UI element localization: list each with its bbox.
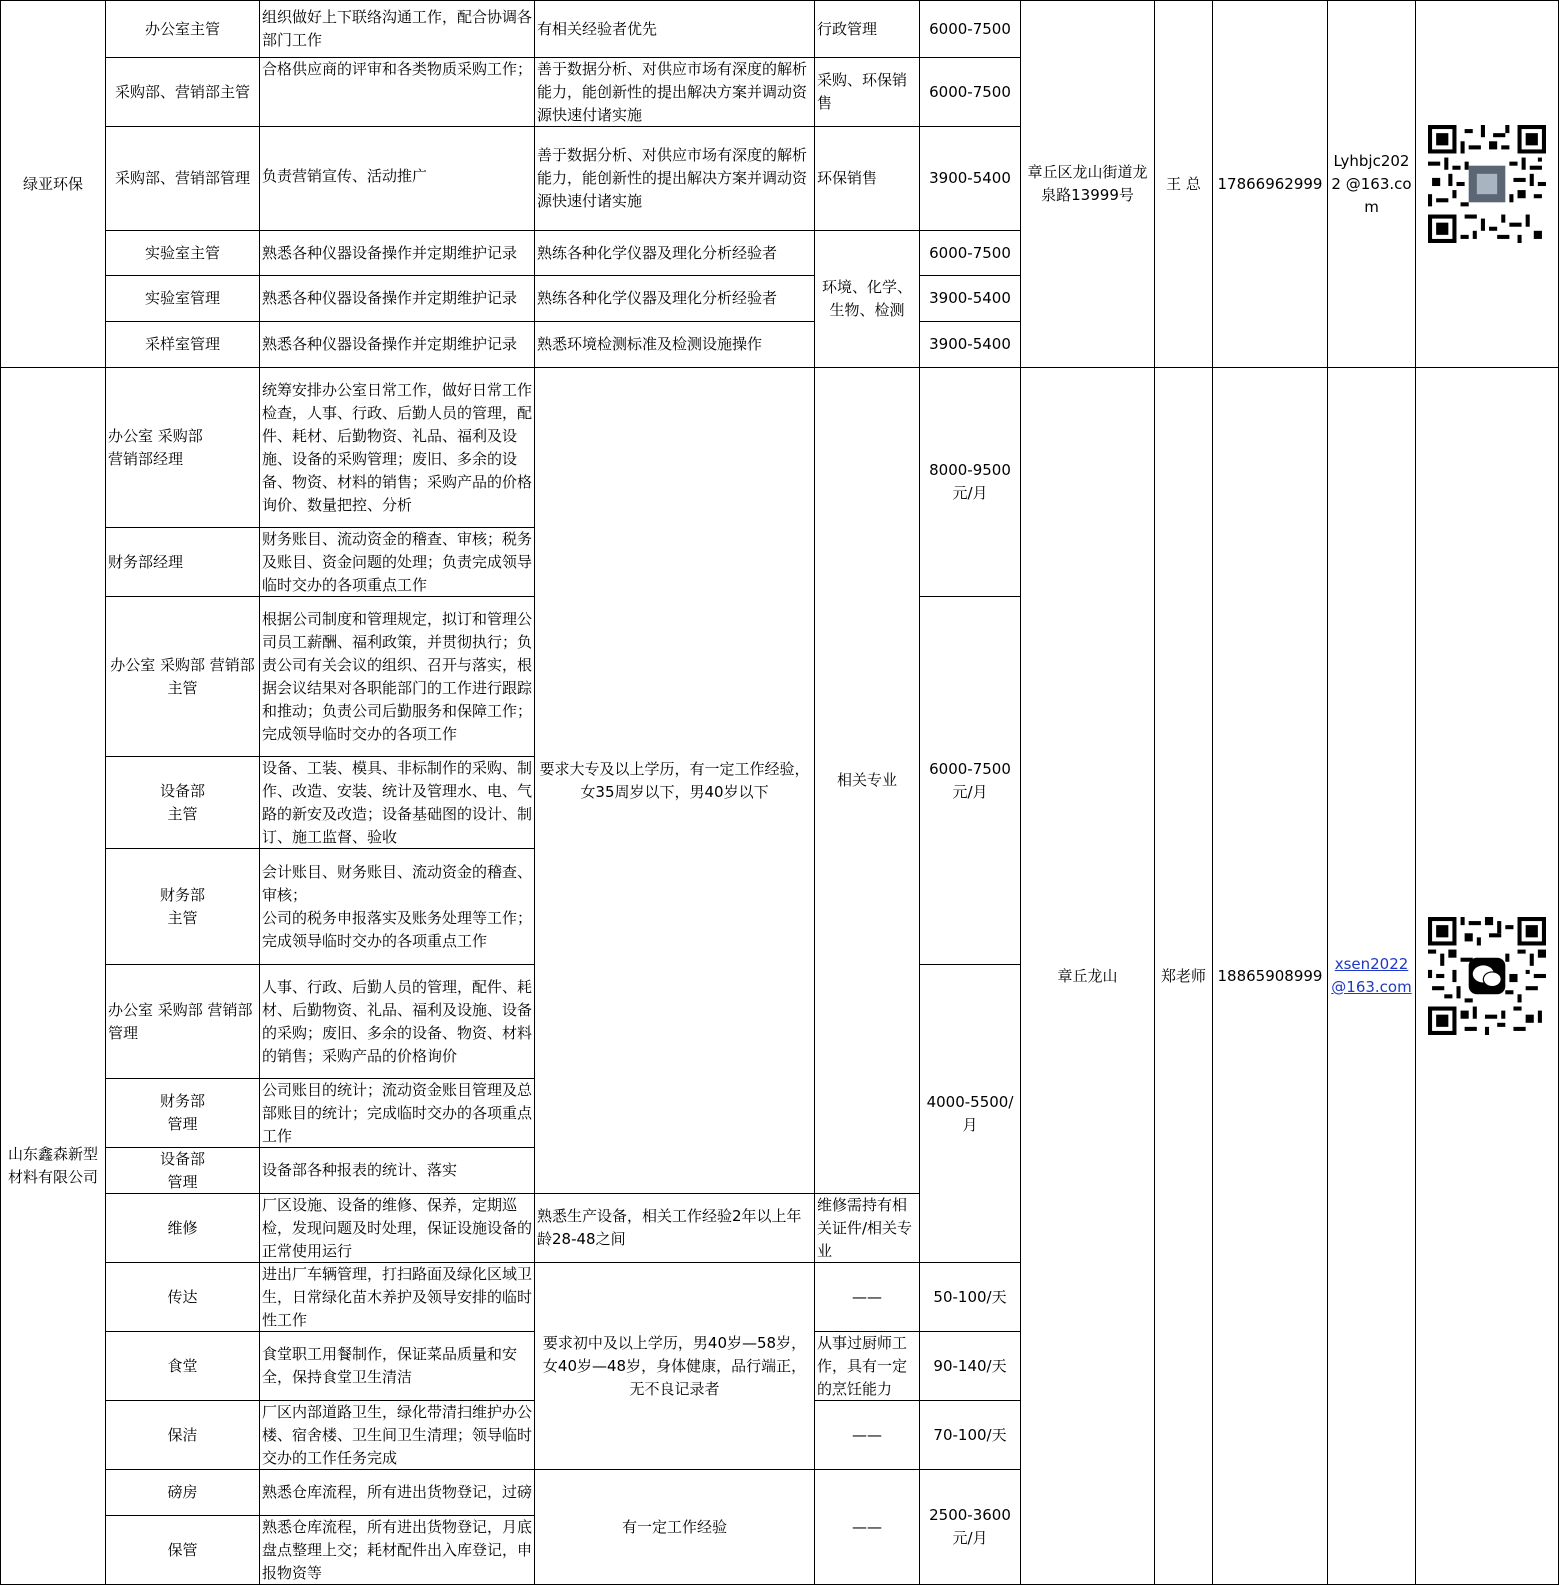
position-major: —— [815, 1263, 920, 1332]
shared-requirement-service: 要求初中及以上学历，男40岁—58岁，女40岁—48岁，身体健康，品行端正，无不良记录者 [535, 1263, 815, 1470]
company-phone: 17866962999 [1213, 0, 1328, 368]
position-title: 办公室 采购部 营销部主管 [106, 597, 260, 757]
position-major: 环境、化学、生物、检测 [815, 231, 920, 368]
position-salary: 6000-7500 [920, 58, 1021, 127]
position-duty: 熟悉仓库流程，所有进出货物登记，过磅 [260, 1470, 535, 1516]
position-title: 设备部 主管 [106, 757, 260, 849]
position-title: 采购部、营销部管理 [106, 127, 260, 231]
position-title: 办公室 采购部 营销部管理 [106, 965, 260, 1079]
position-duty: 负责营销宣传、活动推广 [260, 127, 535, 231]
company-phone: 18865908999 [1213, 368, 1328, 1585]
company-address: 章丘区龙山街道龙泉路13999号 [1021, 0, 1155, 368]
position-major: 环保销售 [815, 127, 920, 231]
position-duty: 合格供应商的评审和各类物质采购工作； [260, 58, 535, 127]
position-title: 采样室管理 [106, 322, 260, 368]
qr-cell [1416, 368, 1559, 1585]
position-major: 行政管理 [815, 0, 920, 58]
position-duty: 设备、工装、模具、非标制作的采购、制作、改造、安装、统计及管理水、电、气路的新安及改造；设备基础图的设计、制订、施工监督、验收 [260, 757, 535, 849]
position-requirement: 熟悉环境检测标准及检测设施操作 [535, 322, 815, 368]
position-salary: 3900-5400 [920, 127, 1021, 231]
position-title: 实验室管理 [106, 276, 260, 322]
position-duty: 食堂职工用餐制作，保证菜品质量和安全，保持食堂卫生清洁 [260, 1332, 535, 1401]
position-duty: 设备部各种报表的统计、落实 [260, 1148, 535, 1194]
position-duty: 厂区内部道路卫生，绿化带清扫维护办公楼、宿舍楼、卫生间卫生清理；领导临时交办的工作任务完成 [260, 1401, 535, 1470]
position-major: 从事过厨师工作，具有一定的烹饪能力 [815, 1332, 920, 1401]
position-title: 磅房 [106, 1470, 260, 1516]
company-name: 山东鑫森新型材料有限公司 [0, 368, 106, 1585]
position-salary: 6000-7500 [920, 0, 1021, 58]
position-title: 设备部 管理 [106, 1148, 260, 1194]
position-major: 维修需持有相关证件/相关专业 [815, 1194, 920, 1263]
qr-code-icon [1428, 917, 1546, 1035]
salary-manager: 8000-9500元/月 [920, 368, 1021, 597]
position-title: 财务部经理 [106, 528, 260, 597]
company-email: Lyhbjc2022 @163.com [1328, 0, 1416, 368]
position-title: 保洁 [106, 1401, 260, 1470]
position-duty: 熟悉仓库流程，所有进出货物登记，月底盘点整理上交；耗材配件出入库登记，申报物资等 [260, 1516, 535, 1585]
shared-requirement-store: 有一定工作经验 [535, 1470, 815, 1585]
shared-major-store: —— [815, 1470, 920, 1585]
wechat-icon [1469, 958, 1506, 995]
position-title: 采购部、营销部主管 [106, 58, 260, 127]
position-requirement: 熟练各种化学仪器及理化分析经验者 [535, 276, 815, 322]
position-title: 办公室主管 [106, 0, 260, 58]
position-duty: 根据公司制度和管理规定，拟订和管理公司员工薪酬、福利政策，并贯彻执行；负责公司有关会议的组织、召开与落实，根据会议结果对各职能部门的工作进行跟踪和推动；负责公司后勤服务和保障工作；完成领导临时交办的各项工作 [260, 597, 535, 757]
position-requirement: 有相关经验者优先 [535, 0, 815, 58]
salary-staff: 4000-5500/月 [920, 965, 1021, 1263]
position-duty: 熟悉各种仪器设备操作并定期维护记录 [260, 276, 535, 322]
position-duty: 熟悉各种仪器设备操作并定期维护记录 [260, 231, 535, 276]
company-contact: 郑老师 [1155, 368, 1213, 1585]
position-duty: 统筹安排办公室日常工作，做好日常工作检查，人事、行政、后勤人员的管理，配件、耗材、后勤物资、礼品、福利及设施、设备的采购管理；废旧、多余的设备、物资、材料的销售；采购产品的价格询价、数量把控、分析 [260, 368, 535, 528]
shared-requirement: 要求大专及以上学历，有一定工作经验，女35周岁以下，男40岁以下 [535, 368, 815, 1194]
position-title: 财务部 主管 [106, 849, 260, 965]
position-duty: 财务账目、流动资金的稽查、审核；税务及账目、资金问题的处理；负责完成领导临时交办的各项重点工作 [260, 528, 535, 597]
position-salary: 6000-7500 [920, 231, 1021, 276]
qr-code-icon [1428, 125, 1546, 243]
position-title: 办公室 采购部 营销部经理 [106, 368, 260, 528]
position-duty: 进出厂车辆管理，打扫路面及绿化区域卫生，日常绿化苗木养护及领导安排的临时性工作 [260, 1263, 535, 1332]
position-duty: 公司账目的统计；流动资金账目管理及总部账目的统计；完成临时交办的各项重点工作 [260, 1079, 535, 1148]
salary-head: 6000-7500元/月 [920, 597, 1021, 965]
position-title: 保管 [106, 1516, 260, 1585]
company-contact: 王 总 [1155, 0, 1213, 368]
position-salary: 70-100/天 [920, 1401, 1021, 1470]
position-title: 食堂 [106, 1332, 260, 1401]
position-title: 传达 [106, 1263, 260, 1332]
position-requirement: 熟悉生产设备，相关工作经验2年以上年龄28-48之间 [535, 1194, 815, 1263]
position-requirement: 善于数据分析、对供应市场有深度的解析能力，能创新性的提出解决方案并调动资源快速付诸实施 [535, 127, 815, 231]
position-title: 财务部 管理 [106, 1079, 260, 1148]
position-title: 实验室主管 [106, 231, 260, 276]
position-duty: 组织做好上下联络沟通工作，配合协调各部门工作 [260, 0, 535, 58]
company-email-cell [1328, 368, 1416, 1585]
position-duty: 厂区设施、设备的维修、保养，定期巡检，发现问题及时处理，保证设施设备的正常使用运行 [260, 1194, 535, 1263]
position-major: —— [815, 1401, 920, 1470]
company-name: 绿亚环保 [0, 0, 106, 368]
position-requirement: 善于数据分析、对供应市场有深度的解析能力，能创新性的提出解决方案并调动资源快速付诸实施 [535, 58, 815, 127]
position-salary: 50-100/天 [920, 1263, 1021, 1332]
position-major: 采购、环保销售 [815, 58, 920, 127]
position-salary: 3900-5400 [920, 276, 1021, 322]
company-email-link[interactable]: xsen2022 @163.com [1331, 955, 1412, 996]
position-salary: 90-140/天 [920, 1332, 1021, 1401]
salary-store: 2500-3600元/月 [920, 1470, 1021, 1585]
position-duty: 熟悉各种仪器设备操作并定期维护记录 [260, 322, 535, 368]
qr-cell [1416, 0, 1559, 368]
position-title: 维修 [106, 1194, 260, 1263]
position-duty: 人事、行政、后勤人员的管理，配件、耗材、后勤物资、礼品、福利及设施、设备的采购；废旧、多余的设备、物资、材料的销售；采购产品的价格询价 [260, 965, 535, 1079]
position-salary: 3900-5400 [920, 322, 1021, 368]
position-duty: 会计账目、财务账目、流动资金的稽查、审核； 公司的税务申报落实及账务处理等工作；完成领导临时交办的各项重点工作 [260, 849, 535, 965]
shared-major: 相关专业 [815, 368, 920, 1194]
company-address: 章丘龙山 [1021, 368, 1155, 1585]
position-requirement: 熟练各种化学仪器及理化分析经验者 [535, 231, 815, 276]
